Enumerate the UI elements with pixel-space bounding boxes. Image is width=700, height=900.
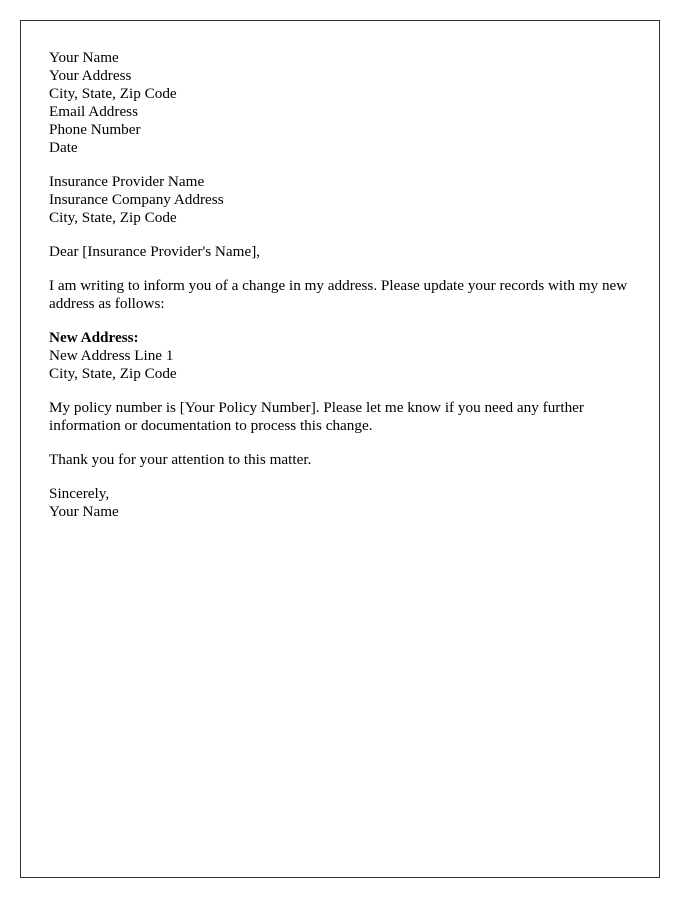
sender-name: Your Name [49,49,119,66]
letter-date: Date [49,139,78,156]
closing-block [49,485,634,521]
recipient-block [49,173,634,227]
letter-content [49,49,634,537]
salutation: Dear [Insurance Provider's Name], [49,243,261,260]
sender-phone: Phone Number [49,121,141,138]
recipient-provider-name: Insurance Provider Name [49,173,205,190]
sender-email: Email Address [49,103,139,120]
new-address-city-state-zip: City, State, Zip Code [49,365,177,382]
intro-paragraph: I am writing to inform you of a change in my address. Please update your records with my new address as follows: [49,277,628,312]
salutation-block [49,243,634,261]
thanks-paragraph-block [49,451,634,469]
sender-address: Your Address [49,67,132,84]
policy-paragraph-block [49,399,634,435]
recipient-city-state-zip: City, State, Zip Code [49,209,177,226]
new-address-line-1: New Address Line 1 [49,347,174,364]
letter-page [20,20,660,878]
new-address-block [49,329,634,383]
thanks-paragraph: Thank you for your attention to this matter. [49,451,312,468]
policy-paragraph: My policy number is [Your Policy Number]. Please let me know if you need any further information or documentation to process this change. [49,399,584,434]
signature-name: Your Name [49,503,119,520]
recipient-company-address: Insurance Company Address [49,191,224,208]
new-address-label: New Address: [49,329,139,346]
intro-paragraph-block [49,277,634,313]
sender-city-state-zip: City, State, Zip Code [49,85,177,102]
sign-off: Sincerely, [49,485,110,502]
sender-block [49,49,634,157]
